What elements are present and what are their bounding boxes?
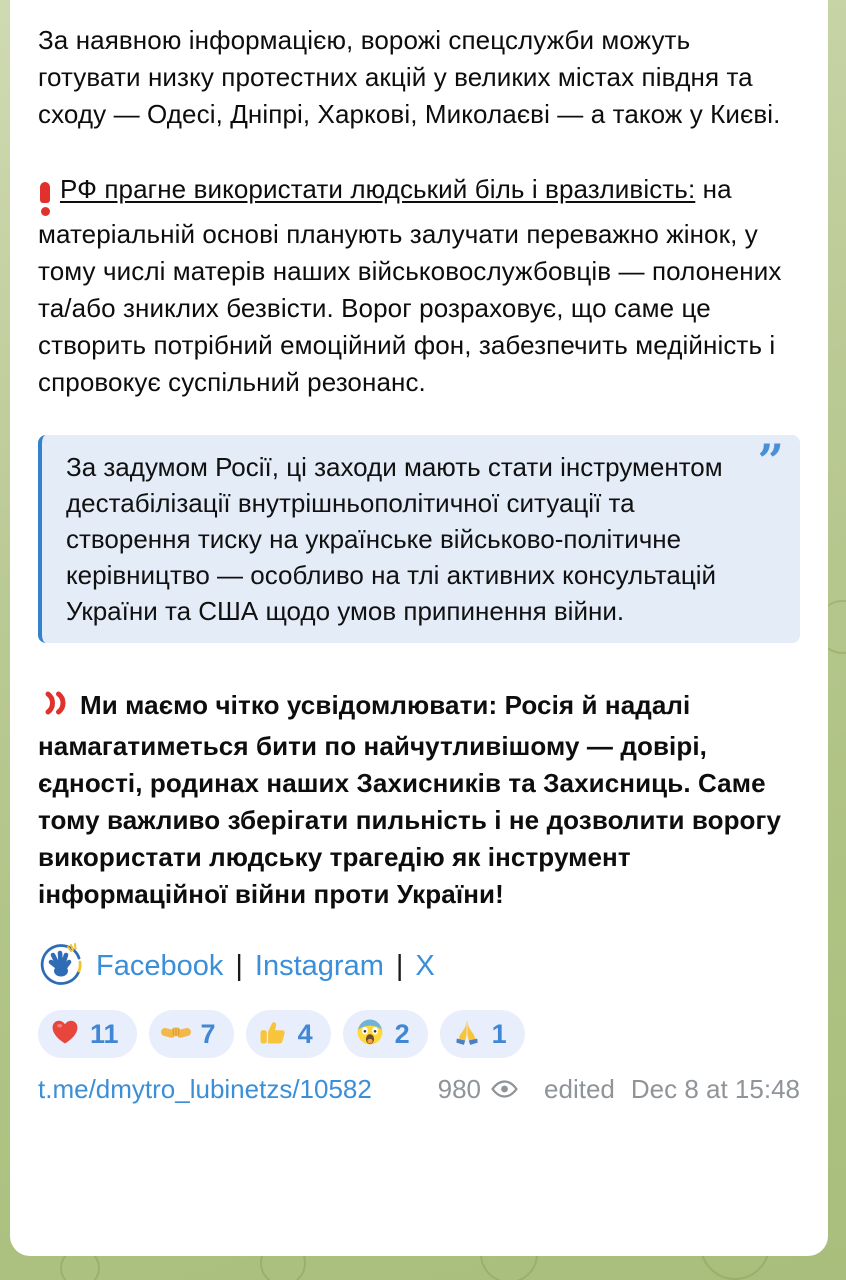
message-paragraph-3 bbox=[38, 687, 800, 913]
instagram-link[interactable]: Instagram bbox=[254, 950, 384, 982]
folded-hands-icon bbox=[451, 1016, 483, 1053]
reaction-heart-button[interactable] bbox=[38, 1010, 137, 1058]
post-permalink[interactable]: t.me/dmytro_lubinetzs/10582 bbox=[38, 1074, 372, 1104]
reaction-count: 4 bbox=[297, 1018, 313, 1049]
ombudsman-hand-logo-icon bbox=[38, 941, 84, 992]
red-double-quote-icon bbox=[40, 690, 70, 728]
message-paragraph-1: За наявною інформацією, ворожі спецслужби можуть готувати низку протестних акцій у великих містах півдня та сходу — Одесі, Дніпрі, Харкові, Миколаєві — а також у Києві. bbox=[38, 25, 781, 129]
handshake-icon bbox=[160, 1016, 192, 1053]
timestamp: Dec 8 at 15:48 bbox=[630, 1074, 800, 1104]
paragraph-3-text: Ми маємо чітко усвідомлювати: Росія й надалі намагатиметься бити по найчутливішому — довірі, єдності, родинах наших Захисників та Захисниць. Саме тому важливо зберігати пильність і не дозволити ворогу використати людську трагедію як інструмент інформаційної війни проти України! bbox=[38, 690, 782, 909]
reaction-screaming-face-button[interactable] bbox=[343, 1010, 428, 1058]
reaction-count: 11 bbox=[90, 1018, 119, 1049]
reaction-count: 7 bbox=[200, 1018, 216, 1049]
edited-group bbox=[544, 1074, 800, 1105]
reaction-count: 1 bbox=[491, 1018, 507, 1049]
edited-label: edited bbox=[544, 1074, 615, 1104]
paragraph-2-body: на матеріальній основі планують залучати переважно жінок, у тому числі матерів наших військовослужбовців — полонених та/або зниклих безвісти. Ворог розраховує, що саме це створить потрібний емоційний фон, забезпечить медійність і спровокує суспільний резонанс. bbox=[38, 174, 782, 397]
reaction-count: 2 bbox=[394, 1018, 410, 1049]
quote-text: За задумом Росії, ці заходи мають стати інструментом дестабілізації внутрішньополітичної ситуації та створення тиску на українське військово-політичне керівництво — особливо на тлі активних консультацій України та США щодо умов припинення війни. bbox=[66, 452, 723, 626]
reaction-folded-hands-button[interactable] bbox=[440, 1010, 525, 1058]
red-exclamation-dot bbox=[41, 207, 50, 216]
reaction-handshake-button[interactable] bbox=[149, 1010, 234, 1058]
red-exclamation-icon bbox=[40, 182, 50, 216]
views-count: 980 bbox=[437, 1074, 482, 1104]
facebook-link[interactable]: Facebook bbox=[96, 950, 224, 982]
quote-block[interactable] bbox=[38, 435, 800, 643]
x-link[interactable]: X bbox=[415, 950, 435, 982]
message-bubble bbox=[10, 0, 828, 1256]
red-heart-icon bbox=[49, 1016, 81, 1053]
quote-mark-icon: ” bbox=[757, 434, 784, 488]
message-footer bbox=[38, 1074, 800, 1105]
link-separator: | bbox=[395, 950, 404, 982]
link-separator: | bbox=[235, 950, 243, 982]
views-eye-icon bbox=[491, 1074, 518, 1105]
red-exclamation-bar bbox=[40, 182, 50, 203]
views-group bbox=[438, 1074, 518, 1105]
reaction-thumbs-up-button[interactable] bbox=[246, 1010, 331, 1058]
reactions-row bbox=[38, 1010, 800, 1058]
underlined-lead-text: РФ прагне використати людський біль і вразливість: bbox=[60, 174, 696, 204]
thumbs-up-icon bbox=[257, 1016, 289, 1053]
screaming-face-icon bbox=[354, 1016, 386, 1053]
social-links-row bbox=[38, 941, 800, 992]
message-paragraph-2 bbox=[38, 171, 800, 401]
